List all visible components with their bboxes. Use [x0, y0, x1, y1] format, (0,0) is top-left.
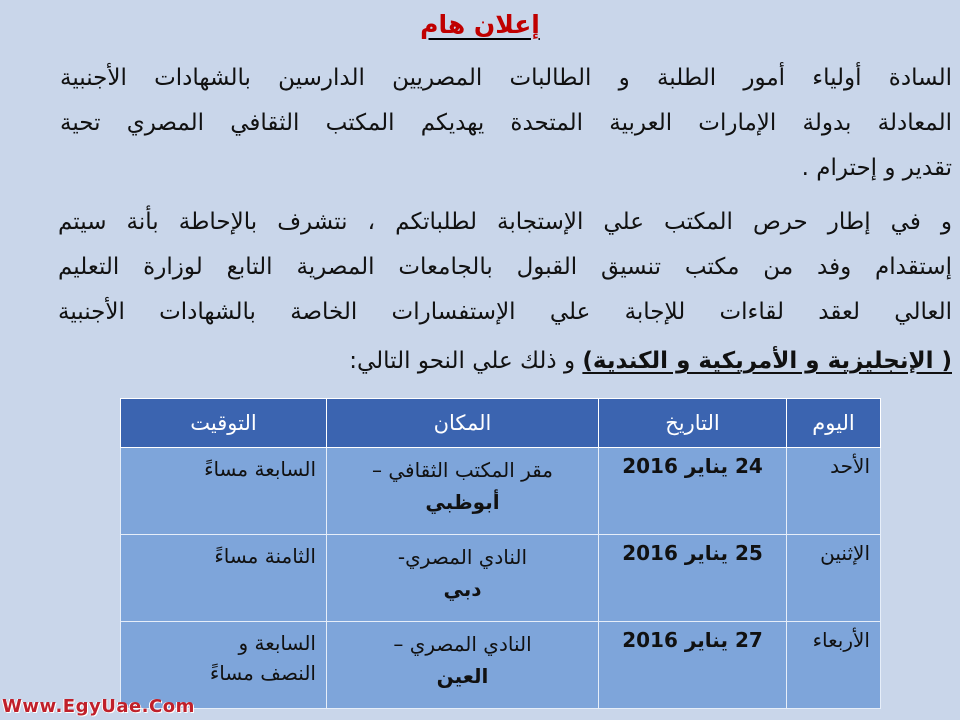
header-day: اليوم: [787, 399, 881, 448]
cell-date: 27 يناير 2016: [599, 622, 787, 709]
time-line: النصف مساءً: [209, 661, 316, 685]
site-watermark: Www.EgyUae.Com: [2, 696, 195, 717]
body-paragraph: [58, 200, 952, 335]
cell-day: الأحد: [787, 448, 881, 535]
header-time: التوقيت: [121, 399, 327, 448]
schedule-table: [120, 398, 881, 709]
cell-date: 24 يناير 2016: [599, 448, 787, 535]
announcement-title: إعلان هام: [420, 10, 540, 39]
greeting-paragraph: [60, 56, 952, 191]
cell-day: الإثنين: [787, 535, 881, 622]
body-line: إستقدام وفد من مكتب تنسيق القبول بالجامعات المصرية التابع لوزارة التعليم: [58, 254, 952, 280]
note-continuation: و ذلك علي النحو التالي:: [349, 348, 583, 374]
header-place: المكان: [327, 399, 599, 448]
greeting-line: المعادلة بدولة الإمارات العربية المتحدة يهديكم المكتب الثقافي المصري تحية: [60, 110, 952, 136]
cell-time: [121, 448, 327, 535]
city-name: العين: [436, 664, 489, 688]
table-row: [121, 622, 881, 709]
cell-place: [327, 622, 599, 709]
cell-date: 25 يناير 2016: [599, 535, 787, 622]
city-name: دبي: [443, 577, 482, 601]
place-name: النادي المصري –: [393, 632, 532, 656]
cell-day: الأربعاء: [787, 622, 881, 709]
greeting-line: تقدير و إحترام .: [801, 155, 952, 181]
table-row: [121, 535, 881, 622]
time-line: الثامنة مساءً: [214, 544, 316, 568]
table-row: [121, 448, 881, 535]
title-container: [0, 10, 960, 39]
cell-place: [327, 448, 599, 535]
city-name: أبوظبي: [425, 490, 500, 514]
header-date: التاريخ: [599, 399, 787, 448]
cell-time: [121, 535, 327, 622]
place-name: مقر المكتب الثقافي –: [372, 458, 553, 482]
body-line: العالي لعقد لقاءات للإجابة علي الإستفسارات الخاصة بالشهادات الأجنبية: [58, 299, 952, 325]
table-header-row: [121, 399, 881, 448]
cell-place: [327, 535, 599, 622]
place-name: النادي المصري-: [397, 545, 528, 569]
body-line: و في إطار حرص المكتب علي الإستجابة لطلباتكم ، نتشرف بالإحاطة بأنة سيتم: [58, 209, 952, 235]
time-line: السابعة و: [238, 631, 316, 655]
certificates-note: [232, 348, 952, 374]
greeting-line: السادة أولياء أمور الطلبة و الطالبات المصريين الدارسين بالشهادات الأجنبية: [60, 65, 952, 91]
time-line: السابعة مساءً: [204, 457, 316, 481]
certificate-types: ( الإنجليزية و الأمريكية و الكندية): [582, 348, 952, 374]
